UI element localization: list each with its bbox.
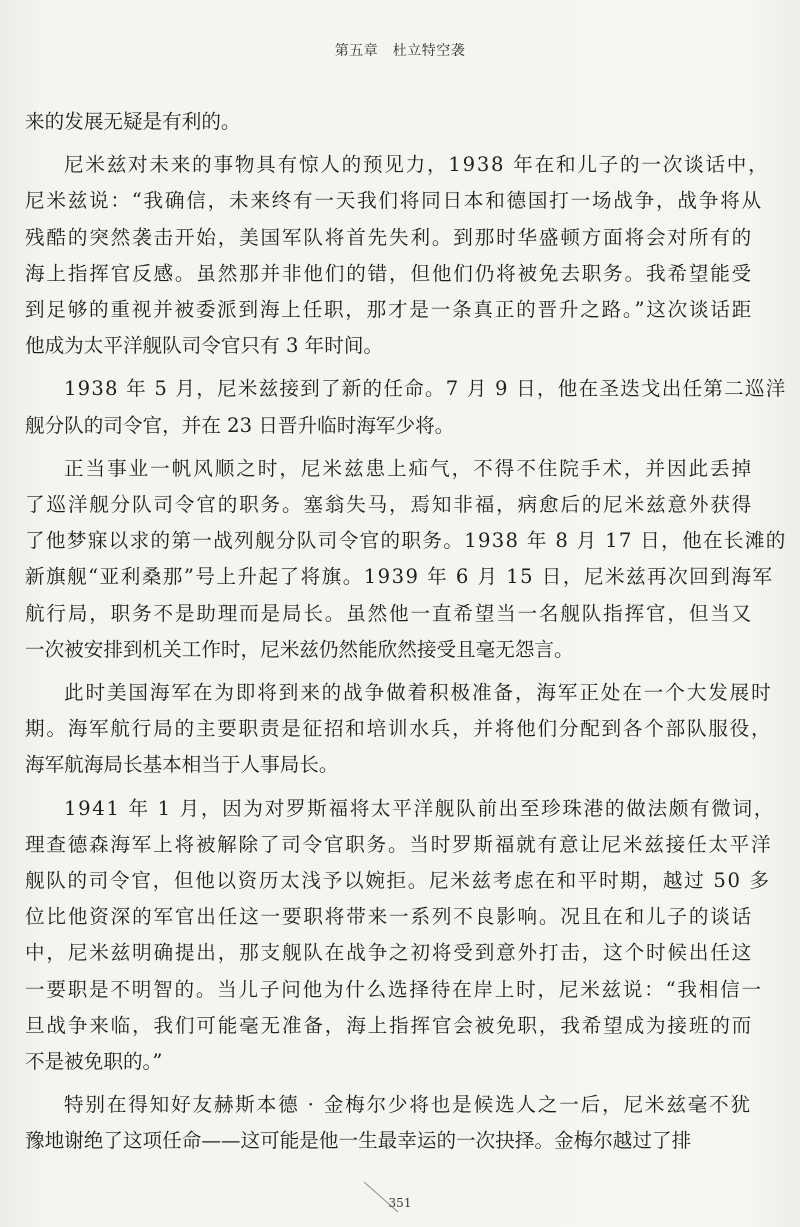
paragraph-gap <box>25 364 725 371</box>
text-line: 特别在得知好友赫斯本德 · 金梅尔少将也是候选人之一后，尼米兹毫不犹 <box>64 1093 752 1117</box>
paragraph-gap <box>25 140 725 147</box>
running-head: 第五章 杜立特空袭 <box>334 43 466 59</box>
text-line: 舰分队的司令官，并在 23 日晋升临时海军少将。 <box>25 413 455 437</box>
text-line: 豫地谢绝了这项任命——这可能是他一生最幸运的一次抉择。金梅尔越过了排 <box>25 1129 692 1153</box>
paragraph <box>25 104 725 140</box>
text-line: 航行局，职务不是助理而是局长。虽然他一直希望当一名舰队指挥官，但当又 <box>25 601 754 625</box>
paragraph <box>25 1087 752 1159</box>
text-line: 期。海军航行局的主要职责是征招和培训水兵，并将他们分配到各个部队服役， <box>25 717 773 741</box>
page-number: 351 <box>388 1196 412 1210</box>
text-line: 尼米兹说：“我确信，未来终有一天我们将同日本和德国打一场战争，战争将从 <box>25 189 763 213</box>
paragraph <box>25 371 787 443</box>
body-text <box>25 104 787 1160</box>
text-line: 尼米兹对未来的事物具有惊人的预见力，1938 年在和儿子的一次谈话中， <box>64 153 770 177</box>
paragraph <box>25 675 773 784</box>
text-line: 海上指挥官反感。虽然那并非他们的错，但他们仍将被免去职务。我希望能受 <box>25 261 754 285</box>
text-line: 舰队的司令官，但他以资历太浅予以婉拒。尼米兹考虑在和平时期，越过 50 多 <box>25 869 771 893</box>
text-line: 1938 年 5 月，尼米兹接到了新的任命。7 月 9 日，他在圣迭戈出任第二巡洋 <box>64 377 787 401</box>
text-line: 旦战争来临，我们可能毫无准备，海上指挥官会被免职，我希望成为接班的而 <box>25 1013 754 1037</box>
text-line: 海军航海局长基本相当于人事局长。 <box>25 753 339 777</box>
text-line: 新旗舰“亚利桑那”号上升起了将旗。1939 年 6 月 15 日，尼米兹再次回到海军 <box>25 565 774 589</box>
text-line: 理查德森海军上将被解除了司令官职务。当时罗斯福就有意让尼米兹接任太平洋 <box>25 832 773 856</box>
paragraph <box>25 147 770 364</box>
paragraph <box>25 791 776 1081</box>
paragraph <box>25 451 787 668</box>
text-line: 了他梦寐以求的第一战列舰分队司令官的职务。1938 年 8 月 17 日，他在长滩的 <box>25 529 787 553</box>
text-line: 不是被免职的。” <box>25 1050 163 1074</box>
text-line: 他成为太平洋舰队司令官只有 3 年时间。 <box>25 334 384 358</box>
text-line: 一次被安排到机关工作时，尼米兹仍然能欣然接受且毫无怨言。 <box>25 637 574 661</box>
text-line: 中，尼米兹明确提出，那支舰队在战争之初将受到意外打击，这个时候出任这 <box>25 941 754 965</box>
paragraph-gap <box>25 668 725 675</box>
text-line: 残酷的突然袭击开始，美国军队将首先失利。到那时华盛顿方面将会对所有的 <box>25 225 754 249</box>
paragraph-gap <box>25 1080 725 1087</box>
text-line: 来的发展无疑是有利的。 <box>25 110 241 133</box>
text-line: 1941 年 1 月，因为对罗斯福将太平洋舰队前出至珍珠港的做法颇有微词， <box>64 796 776 820</box>
text-line: 正当事业一帆风顺之时，尼米兹患上疝气，不得不住院手术，并因此丢掉 <box>64 456 754 480</box>
text-line: 位比他资深的军官出任这一要职将带来一系列不良影响。况且在和儿子的谈话 <box>25 905 754 929</box>
text-line: 到足够的重视并被委派到海上任职，那才是一条真正的晋升之路。”这次谈话距 <box>25 298 754 322</box>
text-line: 一要职是不明智的。当儿子问他为什么选择待在岸上时，尼米兹说：“我相信一 <box>25 977 763 1001</box>
text-line: 此时美国海军在为即将到来的战争做着积极准备，海军正处在一个大发展时 <box>64 681 773 705</box>
paragraph-gap <box>25 444 725 451</box>
paragraph-gap <box>25 784 725 791</box>
text-line: 了巡洋舰分队司令官的职务。塞翁失马，焉知非福，病愈后的尼米兹意外获得 <box>25 493 754 517</box>
